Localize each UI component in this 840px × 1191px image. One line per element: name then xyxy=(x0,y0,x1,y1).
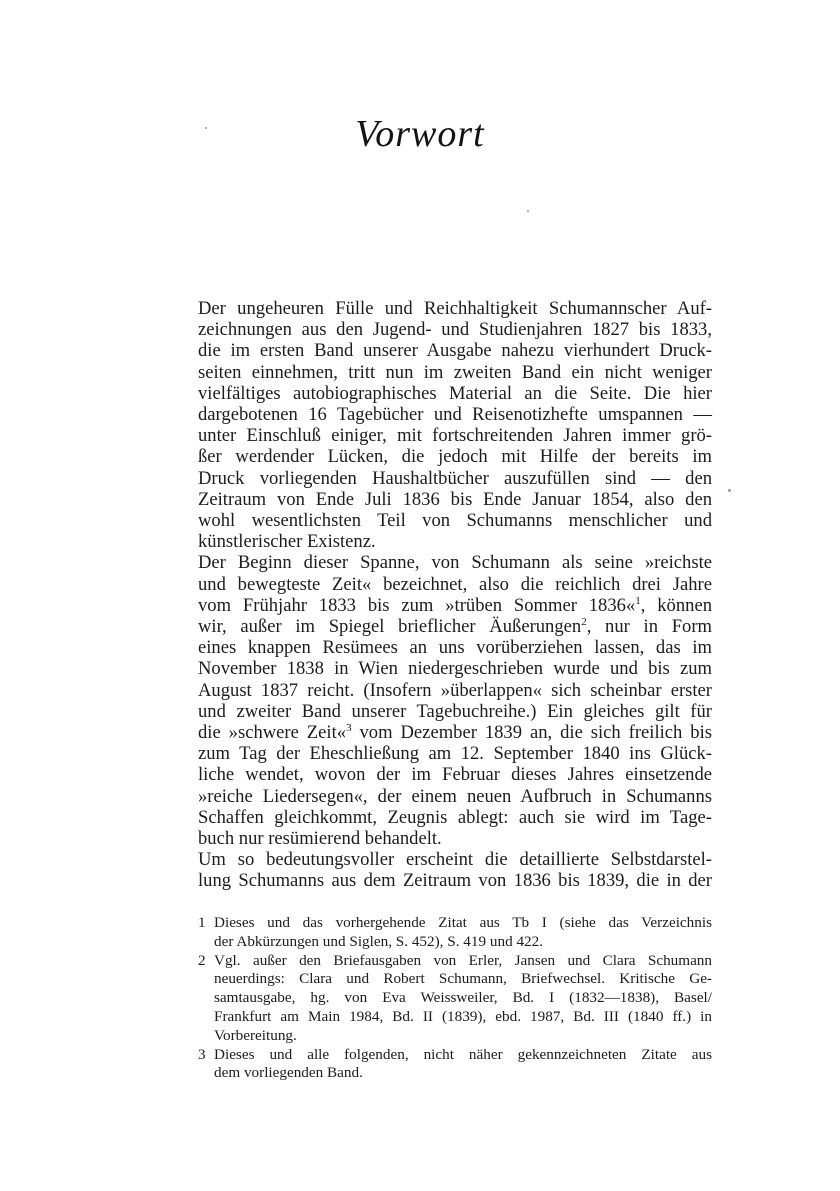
text-line: ßer werdender Lücken, die jedoch mit Hilfe der bereits im xyxy=(198,446,712,468)
footnote-reference[interactable]: 3 xyxy=(346,722,352,735)
footnotes xyxy=(198,914,712,1083)
footnote-line: Dieses und das vorhergehende Zitat aus Tb I (siehe das Verzeichnis xyxy=(214,914,712,931)
text-line: zum Tag der Eheschließung am 12. September 1840 ins Glück- xyxy=(198,743,712,765)
footnote-text xyxy=(214,1046,712,1084)
footnote-line: dem vorliegenden Band. xyxy=(214,1064,363,1082)
page-title: Vorwort xyxy=(355,113,485,155)
body-text xyxy=(198,298,712,892)
text-line: Druck vorliegenden Haushaltbücher auszufüllen sind — den xyxy=(198,467,712,489)
text-line: unter Einschluß einiger, mit fortschreitenden Jahren immer grö- xyxy=(198,425,712,447)
footnote-number: 1 xyxy=(198,914,206,931)
text-line: »reiche Liedersegen«, der einem neuen Aufbruch in Schumanns xyxy=(198,785,712,807)
text-line: wir, außer im Spiegel brieflicher Äußerungen$^2$, nur in Form xyxy=(198,616,712,638)
text-line: August 1837 reicht. (Insofern »überlappen« sich scheinbar erster xyxy=(198,679,712,701)
footnote-line: neuerdings: Clara und Robert Schumann, Briefwechsel. Kritische Ge- xyxy=(214,970,712,988)
text-line: vielfältiges autobiographisches Material an die Seite. Die hier xyxy=(198,382,712,404)
footnote-line: Dieses und alle folgenden, nicht näher gekennzeichneten Zitate aus xyxy=(214,1045,712,1063)
footnote-reference[interactable]: 2 xyxy=(581,616,587,629)
footnote-number: 3 xyxy=(198,1045,206,1063)
text-line: und bewegteste Zeit« bezeichnet, also die reichlich drei Jahre xyxy=(198,573,712,595)
text-line: künstlerischer Existenz. xyxy=(198,531,376,553)
scan-speck xyxy=(527,210,529,212)
text-line: Zeitraum von Ende Juli 1836 bis Ende Januar 1854, also den xyxy=(198,488,712,510)
text-line: und zweiter Band unserer Tagebuchreihe.) Ein gleiches gilt für xyxy=(198,700,712,722)
text-line: wohl wesentlichsten Teil von Schumanns menschlicher und xyxy=(198,510,712,532)
text-line: lung Schumanns aus dem Zeitraum von 1836 bis 1839, die in der xyxy=(198,870,712,892)
footnote-line: der Abkürzungen und Siglen, S. 452), S. 419 und 422. xyxy=(214,932,544,950)
footnote xyxy=(198,914,712,952)
text-line: die »schwere Zeit«$^3$ vom Dezember 1839 an, die sich freilich bis xyxy=(198,722,712,744)
scan-speck xyxy=(728,489,731,492)
footnote-line: Frankfurt am Main 1984, Bd. II (1839), ebd. 1987, Bd. III (1840 ff.) in xyxy=(214,1007,712,1025)
text-line: Der ungeheuren Fülle und Reichhaltigkeit Schumannscher Auf- xyxy=(198,298,712,319)
text-line: Um so bedeutungsvoller erscheint die detaillierte Selbstdarstel- xyxy=(198,849,712,871)
text-line: seiten einnehmen, tritt nun im zweiten Band ein nicht weniger xyxy=(198,361,712,383)
text-line: vom Frühjahr 1833 bis zum »trüben Sommer 1836«$^1$, können xyxy=(198,594,712,616)
footnote xyxy=(198,1046,712,1084)
text-line: Der Beginn dieser Spanne, von Schumann als seine »reichste xyxy=(198,552,712,574)
text-line: Schaffen gleichkommt, Zeugnis ablegt: auch sie wird im Tage- xyxy=(198,806,712,828)
footnote-line: samtausgabe, hg. von Eva Weissweiler, Bd. I (1832—1838), Basel/ xyxy=(214,989,712,1007)
footnote xyxy=(198,952,712,1046)
text-line: zeichnungen aus den Jugend- und Studienjahren 1827 bis 1833, xyxy=(198,319,712,341)
footnote-text xyxy=(214,952,712,1046)
footnote-text xyxy=(214,914,712,952)
text-line: die im ersten Band unserer Ausgabe nahezu vierhundert Druck- xyxy=(198,340,712,362)
footnote-number: 2 xyxy=(198,951,206,969)
footnote-line: Vgl. außer den Briefausgaben von Erler, Jansen und Clara Schumann xyxy=(214,951,712,969)
text-line: liche wendet, wovon der im Februar dieses Jahres einsetzende xyxy=(198,764,712,786)
footnote-line: Vorbereitung. xyxy=(214,1026,297,1044)
footnote-reference[interactable]: 1 xyxy=(635,594,641,607)
text-line: buch nur resümierend behandelt. xyxy=(198,828,442,850)
text-line: eines knappen Resümees an uns vorüberziehen lassen, das im xyxy=(198,637,712,659)
text-line: November 1838 in Wien niedergeschrieben wurde und bis zum xyxy=(198,658,712,680)
text-line: dargebotenen 16 Tagebücher und Reisenotizhefte umspannen — xyxy=(198,404,712,426)
